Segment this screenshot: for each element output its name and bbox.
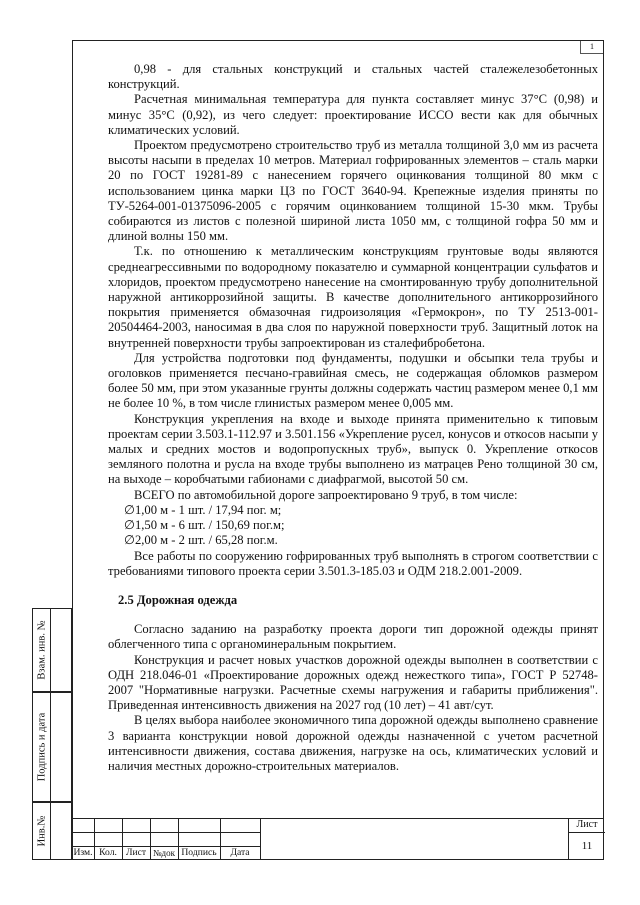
paragraph: Проектом предусмотрено строительство труб из металла толщиной 3,0 мм из расчета высоты насыпи в пределах 10 метров. Материал гофрированных элементов – сталь марки 20 по ГОСТ 19281-89 с нанесением горячего оцинкования толщиной 80 мкм с использованием цинка марки ЦЗ по ГОСТ 3640-94. Крепежные изделия приняты по ТУ-5264-001-01375096-2005 с горячим оцинкованием толщиной 15-30 мкм. Трубы собираются из листов с полезной шириной листа 1050 мм, с толщиной гофра 50 мм и длиной волны 150 мм.: [108, 138, 598, 244]
paragraph: Расчетная минимальная температура для пункта составляет минус 37°С (0,98) и минус 35°С (0,92), из чего следует: проектирование ИССО вести как для обычных климатических условий.: [108, 92, 598, 137]
paragraph: Конструкция и расчет новых участков дорожной одежды выполнен в соответствии с ОДН 218.046-01 «Проектирование дорожных одежд нежесткого типа», ГОСТ Р 52748-2007 "Нормативные нагрузки. Расчетные схемы нагружения и габариты приближения". Приведенная интенсивность движения на 2027 год (10 лет) – 41 авт/сут.: [108, 652, 598, 713]
sheet-box: [568, 818, 605, 860]
spacer: [108, 608, 598, 622]
paragraph: Конструкция укрепления на входе и выходе принята применительно к типовым проектам серии 3.503.1-112.97 и 3.501.156 «Укрепление русел, конусов и откосов насыпи у малых и средних мостов и водопропускных труб», выпуск 0. Укрепление откосов земляного полотна и русла на входе трубы выполнено из матрацев Рено толщиной 30 см, на выходе – коробчатыми габионами с диафрагмой, высотой 50 см.: [108, 411, 598, 487]
stamp-podpis-data: [32, 692, 72, 802]
paragraph: Все работы по сооружению гофрированных труб выполнять в строгом соответствии с требованиями типового проекта серии 3.501.3-185.03 и ОДМ 218.2.001-2009.: [108, 548, 598, 578]
title-block: [72, 818, 604, 860]
section-heading: 2.5 Дорожная одежда: [118, 592, 238, 607]
pipe-list-item: ∅2,00 м - 2 шт. / 65,28 пог.м.: [124, 533, 278, 548]
pipe-list-item: ∅1,00 м - 1 шт. / 17,94 пог. м;: [124, 502, 282, 517]
paragraph: В целях выбора наиболее экономичного типа дорожной одежды выполнено сравнение 3 варианта конструкции новой дорожной одежды назначенной с учетом расчетной интенсивности движения, состава движения, нагрузке на ось, климатических условий и наличия местных дорожно-строительных материалов.: [108, 713, 598, 773]
document-body: [108, 62, 598, 774]
stamp-vzam-label: Взам. инв. №: [36, 620, 47, 680]
paragraph: Для устройства подготовки под фундаменты, подушки и обсыпки тела трубы и оголовков применяется песчано-гравийная смесь, не содержащая обломков размером более 50 мм, при этом указанные грунты должны содержать частиц размером менее 0,1 мм не более 10 %, в том числе глинистых размером менее 0,005 мм.: [108, 350, 598, 411]
paragraph: Согласно заданию на разработку проекта дороги тип дорожной одежды принят облегченного типа с органоминеральным покрытием.: [108, 622, 598, 652]
tb-col-ndok: №док: [152, 848, 176, 858]
paragraph: 0,98 - для стальных конструкций и стальных частей сталежелезобетонных конструкций.: [108, 62, 598, 92]
spacer: [108, 579, 598, 593]
tb-col-data: Дата: [230, 847, 250, 858]
paragraph: ВСЕГО по автомобильной дороге запроектировано 9 труб, в том числе:: [134, 487, 518, 502]
pipe-list-item: ∅1,50 м - 6 шт. / 150,69 пог.м;: [124, 518, 285, 533]
tb-col-podpis: Подпись: [181, 847, 217, 858]
stamp-podpis-label: Подпись и дата: [36, 712, 47, 782]
tb-col-kol: Кол.: [99, 847, 117, 858]
sheet-label: Лист: [569, 818, 605, 833]
stamp-inv-label: Инв.№: [36, 815, 47, 847]
stamp-inv: [32, 802, 72, 860]
tb-col-list: Лист: [125, 847, 147, 858]
tb-col-izm: Изм.: [73, 847, 93, 858]
corner-mark: 1: [580, 41, 603, 54]
stamp-vzam-inv: [32, 608, 72, 692]
sheet-number: 11: [581, 840, 593, 852]
paragraph: Т.к. по отношению к металлическим конструкциям грунтовые воды являются среднеагрессивными по водородному показателю и суммарной концентрации сульфатов и хлоридов, проектом предусмотрено нанесение на смонтированную трубу дополнительной наружной антикоррозийной защиты. В качестве дополнительного антикоррозийного покрытия применяется обмазочная гидроизоляция «Гермокрон», по ТУ 2513-001-20504464-2003, наносимая в два слоя по наружной поверхности труб. Защитный лоток на внутренней поверхности трубы запроектирован из сталефибробетона.: [108, 244, 598, 350]
